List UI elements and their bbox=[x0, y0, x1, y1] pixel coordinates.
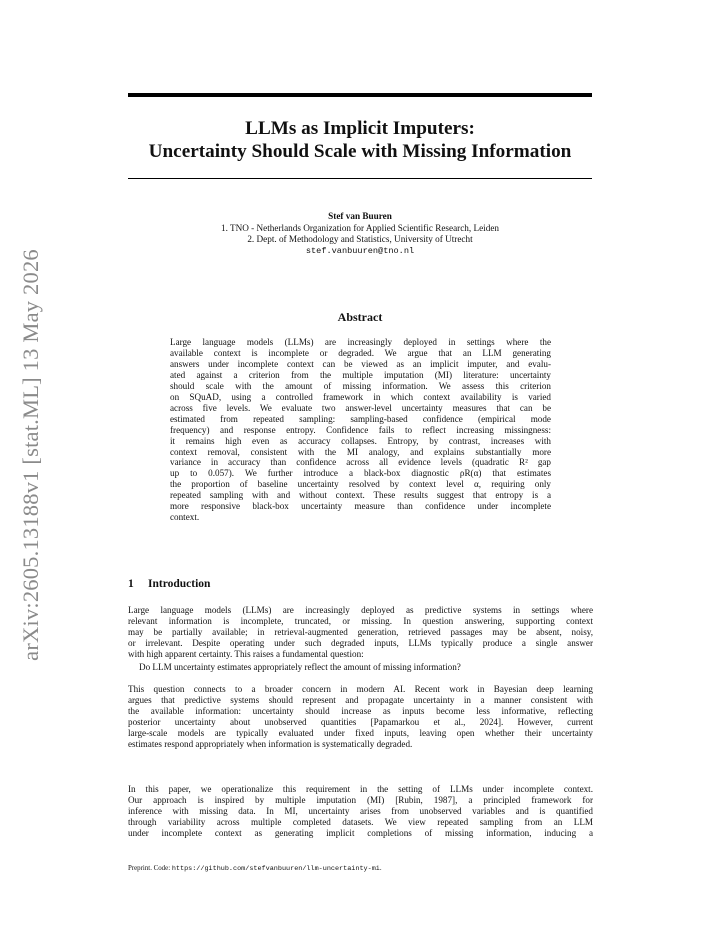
code-repository-link[interactable]: https://github.com/stefvanbuuren/llm-uncertainty-mi bbox=[171, 865, 380, 873]
research-question: Do LLM uncertainty estimates appropriately reflect the amount of missing information? bbox=[139, 662, 461, 672]
abstract-line: ated against a criterion from the multiple imputation (MI) literature: uncertainty bbox=[170, 369, 551, 380]
author-name: Stef van Buuren bbox=[328, 211, 392, 221]
body-line: with high apparent certainty. This raises a fundamental question: bbox=[128, 648, 364, 659]
abstract-line: should scale with the amount of missing information. We assess this criterion bbox=[170, 380, 551, 391]
body-line: Our approach is inspired by multiple imputation (MI) [Rubin, 1987], a principled framework for bbox=[128, 794, 593, 805]
abstract-line: available context is incomplete or degraded. We argue that an LLM generating bbox=[170, 347, 551, 358]
body-line: relevant information is incomplete, truncated, or missing. In question answering, supporting context bbox=[128, 615, 593, 626]
body-line: may be partially available; in retrieval-augmented generation, retrieved passages may be absent, noisy, bbox=[128, 626, 593, 637]
abstract-line: estimated from repeated sampling: sampling-based confidence (empirical mode bbox=[170, 413, 551, 424]
title-top-rule bbox=[128, 93, 592, 97]
title-line-2: Uncertainty Should Scale with Missing Information bbox=[148, 141, 572, 162]
body-line: argues that predictive systems should represent and propagate uncertainty in a manner consistent with bbox=[128, 694, 593, 705]
body-line: In this paper, we operationalize this requirement in the setting of LLMs under incomplete context. bbox=[128, 784, 593, 794]
body-line: large-scale models are typically evaluated under fixed inputs, leaving open whether their uncertainty bbox=[128, 727, 593, 738]
abstract-heading: Abstract bbox=[337, 310, 383, 324]
body-line: inference with missing data. In MI, uncertainty arises from unobserved variables and is quantified bbox=[128, 805, 593, 816]
abstract-line: frequency) and response entropy. Confidence fails to reflect increasing missingness: bbox=[170, 424, 551, 435]
abstract-body bbox=[170, 337, 551, 523]
paper-title bbox=[128, 117, 592, 163]
title-line-1: LLMs as Implicit Imputers: bbox=[245, 118, 475, 139]
abstract-line: up to 0.057). We further introduce a black-box diagnostic ρR(α) that estimates bbox=[170, 468, 551, 479]
author-affiliation-1: 1. TNO - Netherlands Organization for Applied Scientific Research, Leiden bbox=[220, 222, 499, 233]
author-block bbox=[128, 211, 592, 257]
abstract-line: answers under incomplete context can be viewed as an implicit imputer, and evalu- bbox=[170, 358, 551, 369]
abstract-line: more responsive black-box uncertainty measure than confidence under incomplete bbox=[170, 501, 551, 512]
body-line: under incomplete context as generating implicit completions of missing information, inducing a bbox=[128, 827, 593, 838]
abstract-line: the proportion of baseline uncertainty resolved by context level α, requiring only bbox=[170, 479, 551, 490]
body-line: or irrelevant. Despite operating under such degraded inputs, LLMs typically produce a single answer bbox=[128, 637, 593, 648]
section-number: 1 bbox=[128, 578, 134, 590]
footnote-suffix: . bbox=[379, 865, 382, 872]
section-title: Introduction bbox=[148, 578, 211, 590]
body-line: posterior uncertainty about unobserved quantities [Papamarkou et al., 2024]. However, current bbox=[128, 716, 593, 727]
body-line: This question connects to a broader concern in modern AI. Recent work in Bayesian deep learning bbox=[128, 684, 593, 694]
intro-paragraph-2 bbox=[128, 684, 593, 750]
body-line: through variability across multiple completed datasets. We view repeated sampling from an LLM bbox=[128, 816, 593, 827]
intro-paragraph-1 bbox=[128, 605, 593, 660]
abstract-line: repeated sampling with and without context. These results suggest that entropy is a bbox=[170, 490, 551, 501]
author-affiliation-2: 2. Dept. of Methodology and Statistics, University of Utrecht bbox=[247, 234, 473, 244]
abstract-line: across five levels. We evaluate two answer-level uncertainty measures that can be bbox=[170, 402, 551, 413]
section-heading bbox=[128, 578, 210, 590]
abstract-line: Large language models (LLMs) are increasingly deployed in settings where the bbox=[170, 337, 551, 347]
footnote-prefix: Preprint. Code: bbox=[128, 865, 172, 872]
abstract-line: variance in accuracy than confidence across all evidence levels (quadratic R² gap bbox=[170, 457, 551, 468]
abstract-line: context removal, consistent with the MI analogy, and explains substantially more bbox=[170, 446, 551, 457]
preprint-footnote bbox=[128, 865, 382, 873]
body-line: the available information: uncertainty should increase as inputs become less informative, reflecting bbox=[128, 705, 593, 716]
arxiv-sidebar-stamp bbox=[14, 250, 48, 660]
abstract-line: context. bbox=[170, 512, 200, 523]
title-bottom-rule bbox=[128, 178, 592, 179]
abstract-line: it remains high even as accuracy collapses. Entropy, by contrast, increases with bbox=[170, 435, 551, 446]
abstract-line: on SQuAD, using a controlled framework in which context availability is varied bbox=[170, 391, 551, 402]
author-email: stef.vanbuuren@tno.nl bbox=[305, 245, 415, 256]
arxiv-identifier: arXiv:2605.13188v1 [stat.ML] 13 May 2026 bbox=[18, 249, 43, 661]
body-line: Large language models (LLMs) are increasingly deployed as predictive systems in settings where bbox=[128, 605, 593, 615]
body-line: estimates respond appropriately when information is systematically degraded. bbox=[128, 738, 413, 749]
intro-paragraph-3 bbox=[128, 784, 593, 839]
